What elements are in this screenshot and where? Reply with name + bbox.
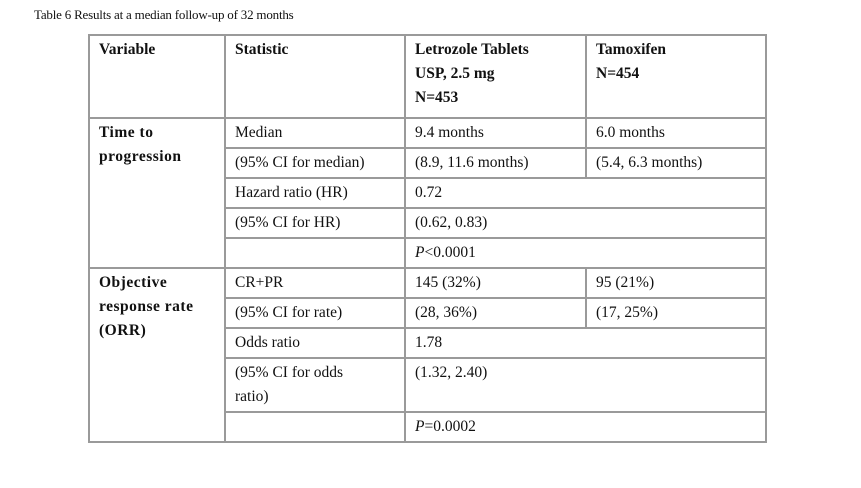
results-table	[88, 34, 767, 443]
header-letrozole-line2: USP, 2.5 mg	[415, 65, 495, 83]
cell-combined: 1.78	[405, 328, 766, 358]
cell-tamoxifen: 6.0 months	[586, 118, 766, 148]
cell-stat-empty	[225, 238, 405, 268]
cell-combined: (1.32, 2.40)	[405, 358, 766, 412]
table-row	[89, 118, 766, 148]
header-tamoxifen-n: N=454	[596, 65, 640, 83]
ttp-label-line2: progression	[99, 148, 182, 166]
cell-stat-empty	[225, 412, 405, 442]
cell-stat: CR+PR	[225, 268, 405, 298]
p-rest: =0.0002	[424, 418, 476, 436]
table-caption: Table 6 Results at a median follow-up of 32 months	[34, 7, 294, 22]
orr-label-line2: response rate	[99, 298, 194, 316]
header-tamoxifen-line1: Tamoxifen	[596, 41, 667, 58]
header-variable: Variable	[89, 35, 225, 118]
cell-stat: Median	[225, 118, 405, 148]
cell-tamoxifen: (5.4, 6.3 months)	[586, 148, 766, 178]
cell-stat: (95% CI for HR)	[225, 208, 405, 238]
p-letter: P	[415, 418, 425, 436]
orr-label-line3: (ORR)	[99, 322, 147, 340]
ttp-label-line1: Time to	[99, 124, 154, 141]
cell-letrozole: 9.4 months	[405, 118, 586, 148]
cell-letrozole: (28, 36%)	[405, 298, 586, 328]
cell-stat	[225, 358, 405, 412]
cell-tamoxifen: (17, 25%)	[586, 298, 766, 328]
p-rest: <0.0001	[424, 244, 476, 262]
cell-p-value	[405, 412, 766, 442]
cell-combined: (0.62, 0.83)	[405, 208, 766, 238]
cell-letrozole: (8.9, 11.6 months)	[405, 148, 586, 178]
cell-stat: Odds ratio	[225, 328, 405, 358]
header-letrozole-n: N=453	[415, 89, 459, 107]
header-letrozole-line1: Letrozole Tablets	[415, 41, 529, 58]
cell-p-value	[405, 238, 766, 268]
cell-stat: (95% CI for rate)	[225, 298, 405, 328]
cell-stat-line1: (95% CI for odds	[235, 364, 344, 382]
cell-combined: 0.72	[405, 178, 766, 208]
header-tamoxifen	[586, 35, 766, 118]
orr-label-line1: Objective	[99, 274, 168, 292]
cell-stat: Hazard ratio (HR)	[225, 178, 405, 208]
p-letter: P	[415, 244, 425, 262]
cell-tamoxifen: 95 (21%)	[586, 268, 766, 298]
orr-label	[89, 268, 225, 442]
header-statistic: Statistic	[225, 35, 405, 118]
table-row	[89, 268, 766, 298]
header-row	[89, 35, 766, 118]
cell-stat-line2: ratio)	[235, 388, 269, 406]
ttp-label	[89, 118, 225, 268]
cell-stat: (95% CI for median)	[225, 148, 405, 178]
cell-letrozole: 145 (32%)	[405, 268, 586, 298]
header-letrozole	[405, 35, 586, 118]
